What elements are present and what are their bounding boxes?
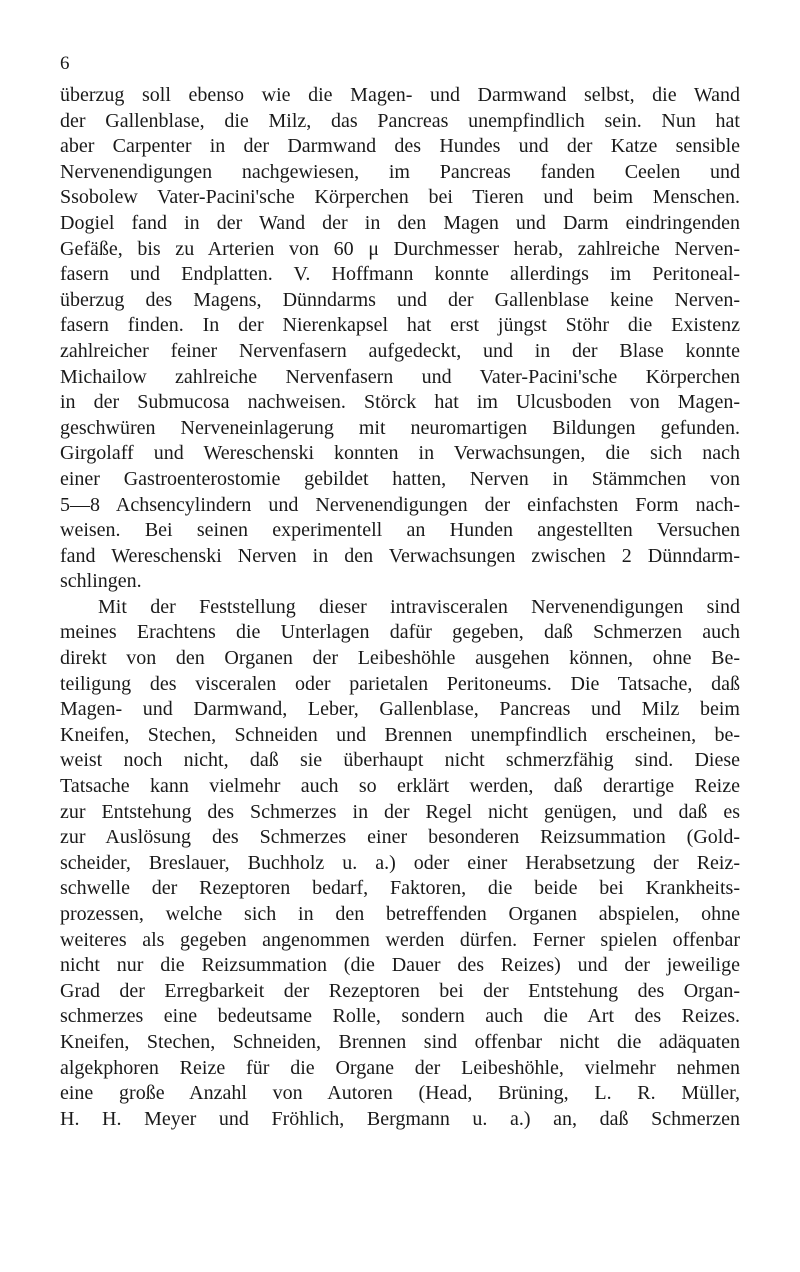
text-line: Nervenendigungen nachgewiesen, im Pancreas fanden Ceelen und: [60, 160, 740, 183]
text-line: Kneifen, Stechen, Schneiden und Brennen unempfindlich erscheinen, be-: [60, 723, 740, 746]
text-line: eine große Anzahl von Autoren (Head, Brüning, L. R. Müller,: [60, 1082, 740, 1105]
text-line: 5—8 Achsencylindern und Nervenendigungen der einfachsten Form nach-: [60, 493, 740, 516]
text-line: Magen- und Darmwand, Leber, Gallenblase, Pancreas und Milz beim: [60, 698, 740, 721]
text-line: zahlreicher feiner Nervenfasern aufgedeckt, und in der Blase konnte: [60, 339, 740, 362]
text-line: nicht nur die Reizsummation (die Dauer des Reizes) und der jeweilige: [60, 954, 740, 977]
text-line: Michailow zahlreiche Nervenfasern und Vater-Pacini'sche Körperchen: [60, 365, 740, 388]
text-line: weiteres als gegeben angenommen werden dürfen. Ferner spielen offenbar: [60, 928, 740, 951]
text-line: fand Wereschenski Nerven in den Verwachsungen zwischen 2 Dünndarm-: [60, 544, 740, 567]
text-line: Tatsache kann vielmehr auch so erklärt werden, daß derartige Reize: [60, 775, 740, 798]
text-line: Ssobolew Vater-Pacini'sche Körperchen bei Tieren und beim Menschen.: [60, 186, 740, 209]
text-line: fasern und Endplatten. V. Hoffmann konnte allerdings im Peritoneal-: [60, 263, 740, 286]
text-line: zur Auslösung des Schmerzes einer besonderen Reizsummation (Gold-: [60, 826, 740, 849]
text-line: zur Entstehung des Schmerzes in der Regel nicht genügen, und daß es: [60, 800, 740, 823]
text-line: aber Carpenter in der Darmwand des Hundes und der Katze sensible: [60, 135, 740, 158]
text-line: der Gallenblase, die Milz, das Pancreas unempfindlich sein. Nun hat: [60, 109, 740, 132]
text-line: in der Submucosa nachweisen. Störck hat im Ulcusboden von Magen-: [60, 391, 740, 414]
text-line: überzug des Magens, Dünndarms und der Gallenblase keine Nerven-: [60, 288, 740, 311]
text-line: Gefäße, bis zu Arterien von 60 μ Durchmesser herab, zahlreiche Nerven-: [60, 237, 740, 260]
text-line: Mit der Feststellung dieser intravisceralen Nervenendigungen sind: [98, 595, 740, 618]
text-line: Dogiel fand in der Wand der in den Magen und Darm eindringenden: [60, 211, 740, 234]
text-line: direkt von den Organen der Leibeshöhle ausgehen können, ohne Be-: [60, 647, 740, 670]
body-text: [60, 83, 740, 1132]
text-line: weist noch nicht, daß sie überhaupt nicht schmerzfähig sind. Diese: [60, 749, 740, 772]
text-line: Kneifen, Stechen, Schneiden, Brennen sind offenbar nicht die adäquaten: [60, 1030, 740, 1053]
text-line: überzug soll ebenso wie die Magen- und Darmwand selbst, die Wand: [60, 84, 740, 106]
text-line: Grad der Erregbarkeit der Rezeptoren bei der Entstehung des Organ-: [60, 979, 740, 1002]
text-line: scheider, Breslauer, Buchholz u. a.) oder einer Herabsetzung der Reiz-: [60, 851, 740, 874]
text-line: geschwüren Nerveneinlagerung mit neuromartigen Bildungen gefunden.: [60, 416, 740, 439]
page-number: 6: [60, 53, 70, 74]
text-line: algekphoren Reize für die Organe der Leibeshöhle, vielmehr nehmen: [60, 1056, 740, 1079]
text-line: H. H. Meyer und Fröhlich, Bergmann u. a.) an, daß Schmerzen: [60, 1107, 740, 1130]
text-line: schlingen.: [60, 570, 142, 593]
text-line: Girgolaff und Wereschenski konnten in Verwachsungen, die sich nach: [60, 442, 740, 465]
text-line: prozessen, welche sich in den betreffenden Organen abspielen, ohne: [60, 903, 740, 925]
text-line: fasern finden. In der Nierenkapsel hat erst jüngst Stöhr die Existenz: [60, 314, 740, 337]
text-line: schwelle der Rezeptoren bedarf, Faktoren, die beide bei Krankheits-: [60, 877, 740, 900]
text-line: meines Erachtens die Unterlagen dafür gegeben, daß Schmerzen auch: [60, 621, 740, 644]
text-line: schmerzes eine bedeutsame Rolle, sondern auch die Art des Reizes.: [60, 1005, 740, 1028]
text-line: einer Gastroenterostomie gebildet hatten, Nerven in Stämmchen von: [60, 467, 740, 490]
text-line: weisen. Bei seinen experimentell an Hunden angestellten Versuchen: [60, 519, 740, 542]
text-line: teiligung des visceralen oder parietalen Peritoneums. Die Tatsache, daß: [60, 672, 740, 695]
